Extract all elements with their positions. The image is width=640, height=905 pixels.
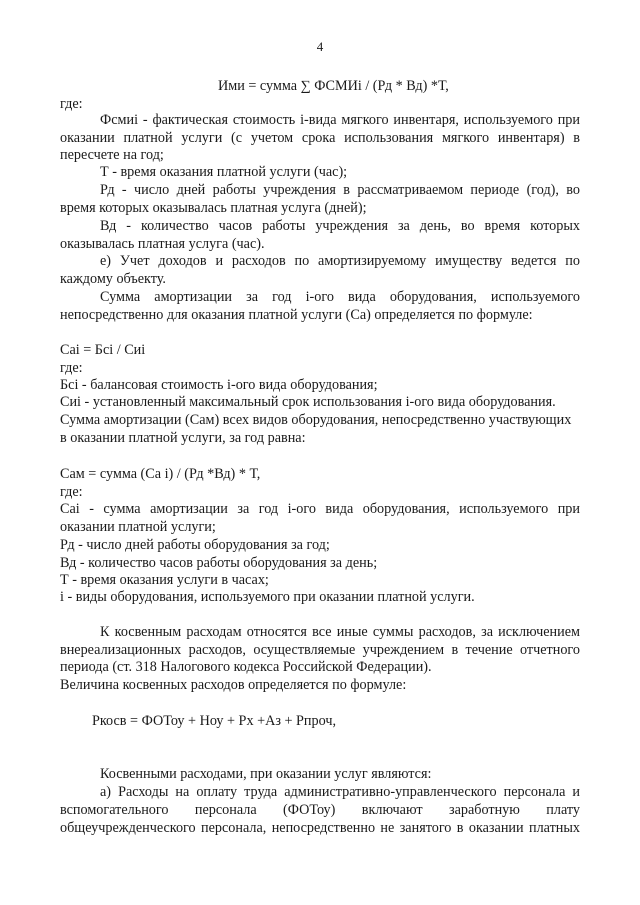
definition-line: i - виды оборудования, используемого при оказании платной услуги. [60,589,475,605]
definition-line: Т - время оказания платной услуги (час); [100,164,348,180]
definition-line: пересчете на год; [60,147,164,163]
definition-line: Саi - сумма амортизации за год i-ого вида оборудования, используемого при [60,501,580,517]
where-label: где: [60,484,83,500]
formula-indirect-costs: Ркосв = ФОТоу + Ноу + Рх +Аз + Рпроч, [92,713,337,729]
paragraph-line: Косвенными расходами, при оказании услуг являются: [100,766,432,782]
paragraph-line: каждому объекту. [60,271,166,287]
paragraph-line: К косвенным расходам относятся все иные суммы расходов, за исключением [100,624,580,640]
formula-soft-inventory: Ими = сумма ∑ ФСМИi / (Рд * Вд) *Т, [218,78,449,94]
definition-line: Сиi - установленный максимальный срок использования i-ого вида оборудования. [60,394,556,410]
where-label: где: [60,360,83,376]
page-number: 4 [316,39,324,54]
definition-line: оказании платной услуги; [60,519,216,535]
definition-line: время которых оказывалась платная услуга (дней); [60,200,367,216]
definition-line: Бсi - балансовая стоимость i-ого вида оборудования; [60,377,378,393]
definition-line: Вд - количество часов работы учреждения за день, во время которых [100,218,580,234]
paragraph-line: а) Расходы на оплату труда административно-управленческого персонала и [100,784,580,800]
paragraph-line: общеучрежденческого персонала, непосредственно не занятого в оказании платных [60,820,580,836]
formula-amortization: Саi = Бсi / Сиi [60,342,146,358]
definition-line: Рд - число дней работы учреждения в рассматриваемом периоде (год), во [100,182,580,198]
definition-line: Рд - число дней работы оборудования за год; [60,537,330,553]
paragraph-line: вспомогательного персонала (ФОТоу) включают заработную плату [60,802,580,818]
definition-line: оказании платной услуги (с учетом срока использования мягкого инвентаря) в [60,130,580,146]
definition-line: Фсмиi - фактическая стоимость i-вида мягкого инвентаря, используемого при [100,112,580,128]
paragraph-line: непосредственно для оказания платной услуги (Са) определяется по формуле: [60,307,533,323]
definition-line: оказывалась платная услуга (час). [60,236,265,252]
definition-line: Т - время оказания услуги в часах; [60,572,269,588]
formula-total-amortization: Сам = сумма (Са i) / (Рд *Вд) * Т, [60,466,261,482]
where-label: где: [60,96,83,112]
paragraph-line: е) Учет доходов и расходов по амортизируемому имуществу ведется по [100,253,580,269]
paragraph-line: в оказании платной услуги, за год равна: [60,430,306,446]
paragraph-line: периода (ст. 318 Налогового кодекса Российской Федерации). [60,659,432,675]
paragraph-line: Сумма амортизации (Сам) всех видов оборудования, непосредственно участвующих [60,412,572,428]
paragraph-line: Величина косвенных расходов определяется по формуле: [60,677,407,693]
definition-line: Вд - количество часов работы оборудования за день; [60,555,378,571]
paragraph-line: Сумма амортизации за год i-ого вида оборудования, используемого [100,289,580,305]
paragraph-line: внереализационных расходов, осуществляемые учреждением в течение отчетного [60,642,580,658]
